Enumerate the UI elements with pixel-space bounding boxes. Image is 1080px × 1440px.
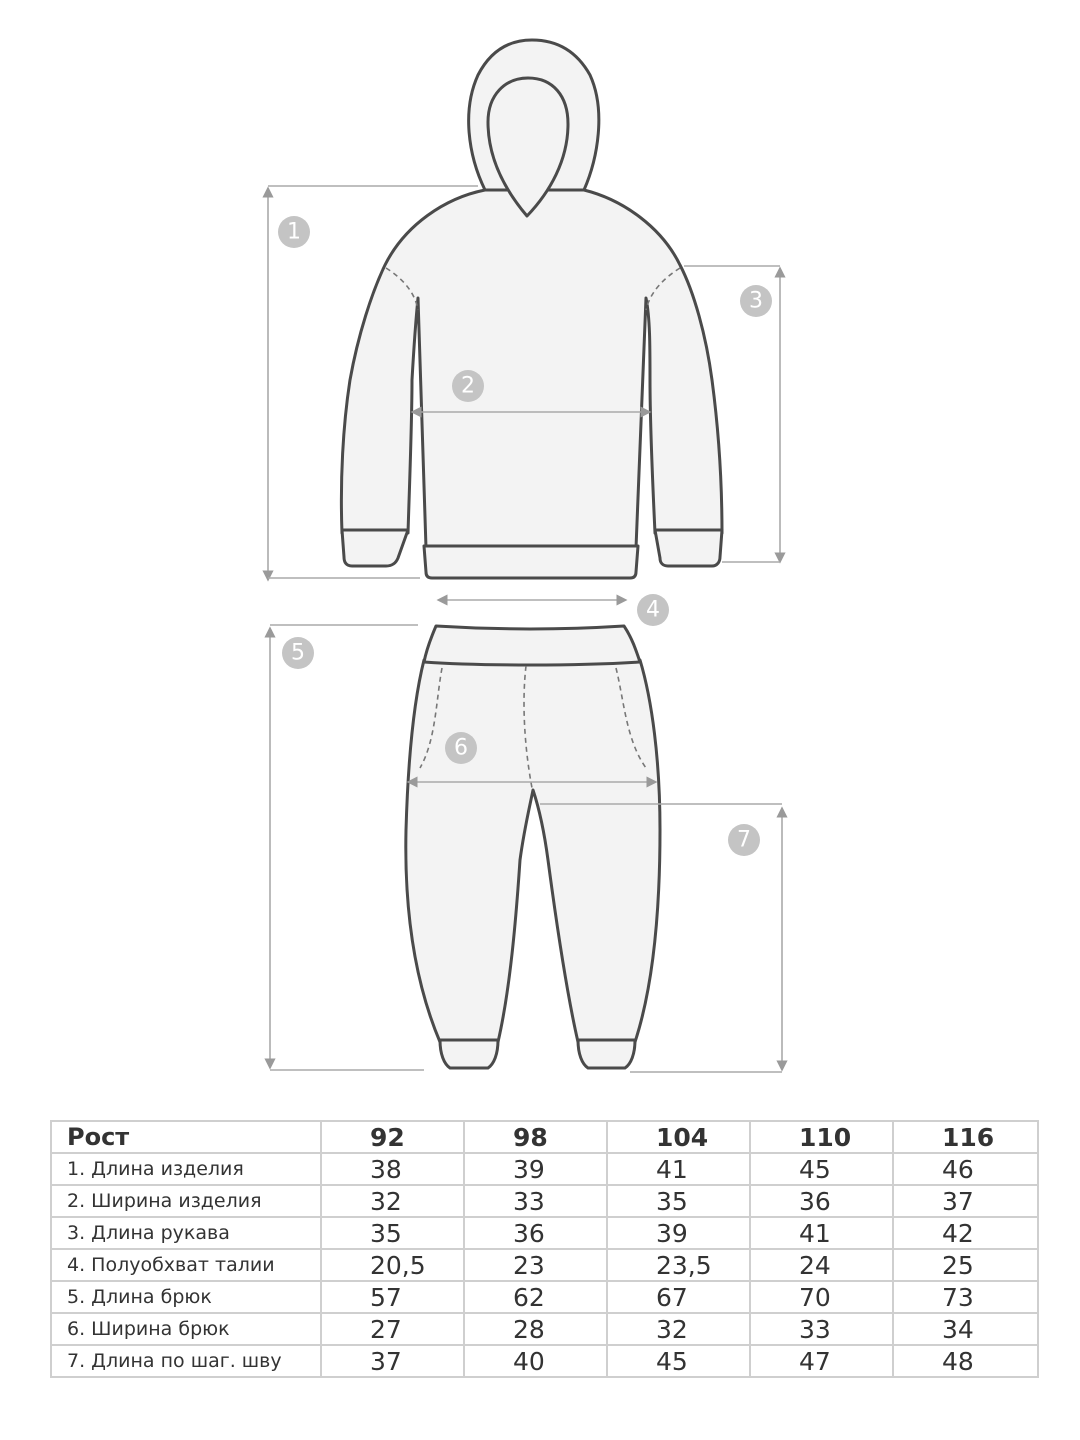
table-cell: 20,5 [321,1249,464,1281]
table-cell: 39 [607,1217,750,1249]
table-cell: 32 [607,1313,750,1345]
table-cell: 32 [321,1185,464,1217]
header-label: Рост [51,1121,321,1153]
row-label: 2. Ширина изделия [51,1185,321,1217]
table-cell: 35 [607,1185,750,1217]
table-row [51,1249,1038,1281]
table-cell: 37 [321,1345,464,1377]
table-cell: 38 [321,1153,464,1185]
table-cell: 40 [464,1345,607,1377]
table-cell: 24 [750,1249,893,1281]
marker-1 [278,216,310,248]
marker-2-label: 2 [461,373,475,399]
hoodie-illustration [341,40,722,578]
marker-7 [728,824,760,856]
table-cell: 37 [893,1185,1038,1217]
table-cell: 45 [607,1345,750,1377]
row-label: 6. Ширина брюк [51,1313,321,1345]
marker-7-label: 7 [737,827,751,853]
table-cell: 46 [893,1153,1038,1185]
table-cell: 41 [607,1153,750,1185]
table-row [51,1313,1038,1345]
table-cell: 33 [750,1313,893,1345]
marker-2 [452,370,484,402]
row-label: 5. Длина брюк [51,1281,321,1313]
table-cell: 47 [750,1345,893,1377]
marker-1-label: 1 [287,219,301,245]
pants-body [406,660,660,1042]
table-row [51,1345,1038,1377]
pants-left-cuff [440,1040,498,1068]
table-cell: 36 [464,1217,607,1249]
row-label: 3. Длина рукава [51,1217,321,1249]
pants-waistband [424,626,640,665]
marker-4 [637,594,669,626]
table-header-row [51,1121,1038,1153]
table-cell: 41 [750,1217,893,1249]
size-header: 98 [464,1121,607,1153]
marker-3-label: 3 [749,288,763,314]
table-cell: 23,5 [607,1249,750,1281]
marker-5-label: 5 [291,640,305,666]
table-row [51,1185,1038,1217]
table-cell: 57 [321,1281,464,1313]
table-cell: 28 [464,1313,607,1345]
pants-right-cuff [578,1040,635,1068]
size-header: 104 [607,1121,750,1153]
table-cell: 45 [750,1153,893,1185]
row-label: 1. Длина изделия [51,1153,321,1185]
table-row [51,1217,1038,1249]
marker-6-label: 6 [454,735,468,761]
table-row [51,1153,1038,1185]
marker-4-label: 4 [646,597,660,623]
table-cell: 62 [464,1281,607,1313]
marker-5 [282,637,314,669]
table-cell: 25 [893,1249,1038,1281]
table-cell: 27 [321,1313,464,1345]
table-cell: 67 [607,1281,750,1313]
table-cell: 23 [464,1249,607,1281]
table-cell: 73 [893,1281,1038,1313]
table-row [51,1281,1038,1313]
row-label: 7. Длина по шаг. шву [51,1345,321,1377]
size-table [50,1120,1039,1378]
table-cell: 36 [750,1185,893,1217]
hoodie-body [341,190,722,548]
size-header: 110 [750,1121,893,1153]
table-cell: 33 [464,1185,607,1217]
hoodie-left-cuff [342,530,408,566]
marker-3 [740,285,772,317]
table-cell: 70 [750,1281,893,1313]
hoodie-right-cuff [655,530,722,566]
marker-6 [445,732,477,764]
pants-illustration [406,626,660,1068]
row-label: 4. Полуобхват талии [51,1249,321,1281]
table-cell: 42 [893,1217,1038,1249]
table-cell: 35 [321,1217,464,1249]
table-cell: 39 [464,1153,607,1185]
size-header: 116 [893,1121,1038,1153]
hoodie-waistband [424,546,638,578]
table-cell: 48 [893,1345,1038,1377]
table-cell: 34 [893,1313,1038,1345]
size-header: 92 [321,1121,464,1153]
